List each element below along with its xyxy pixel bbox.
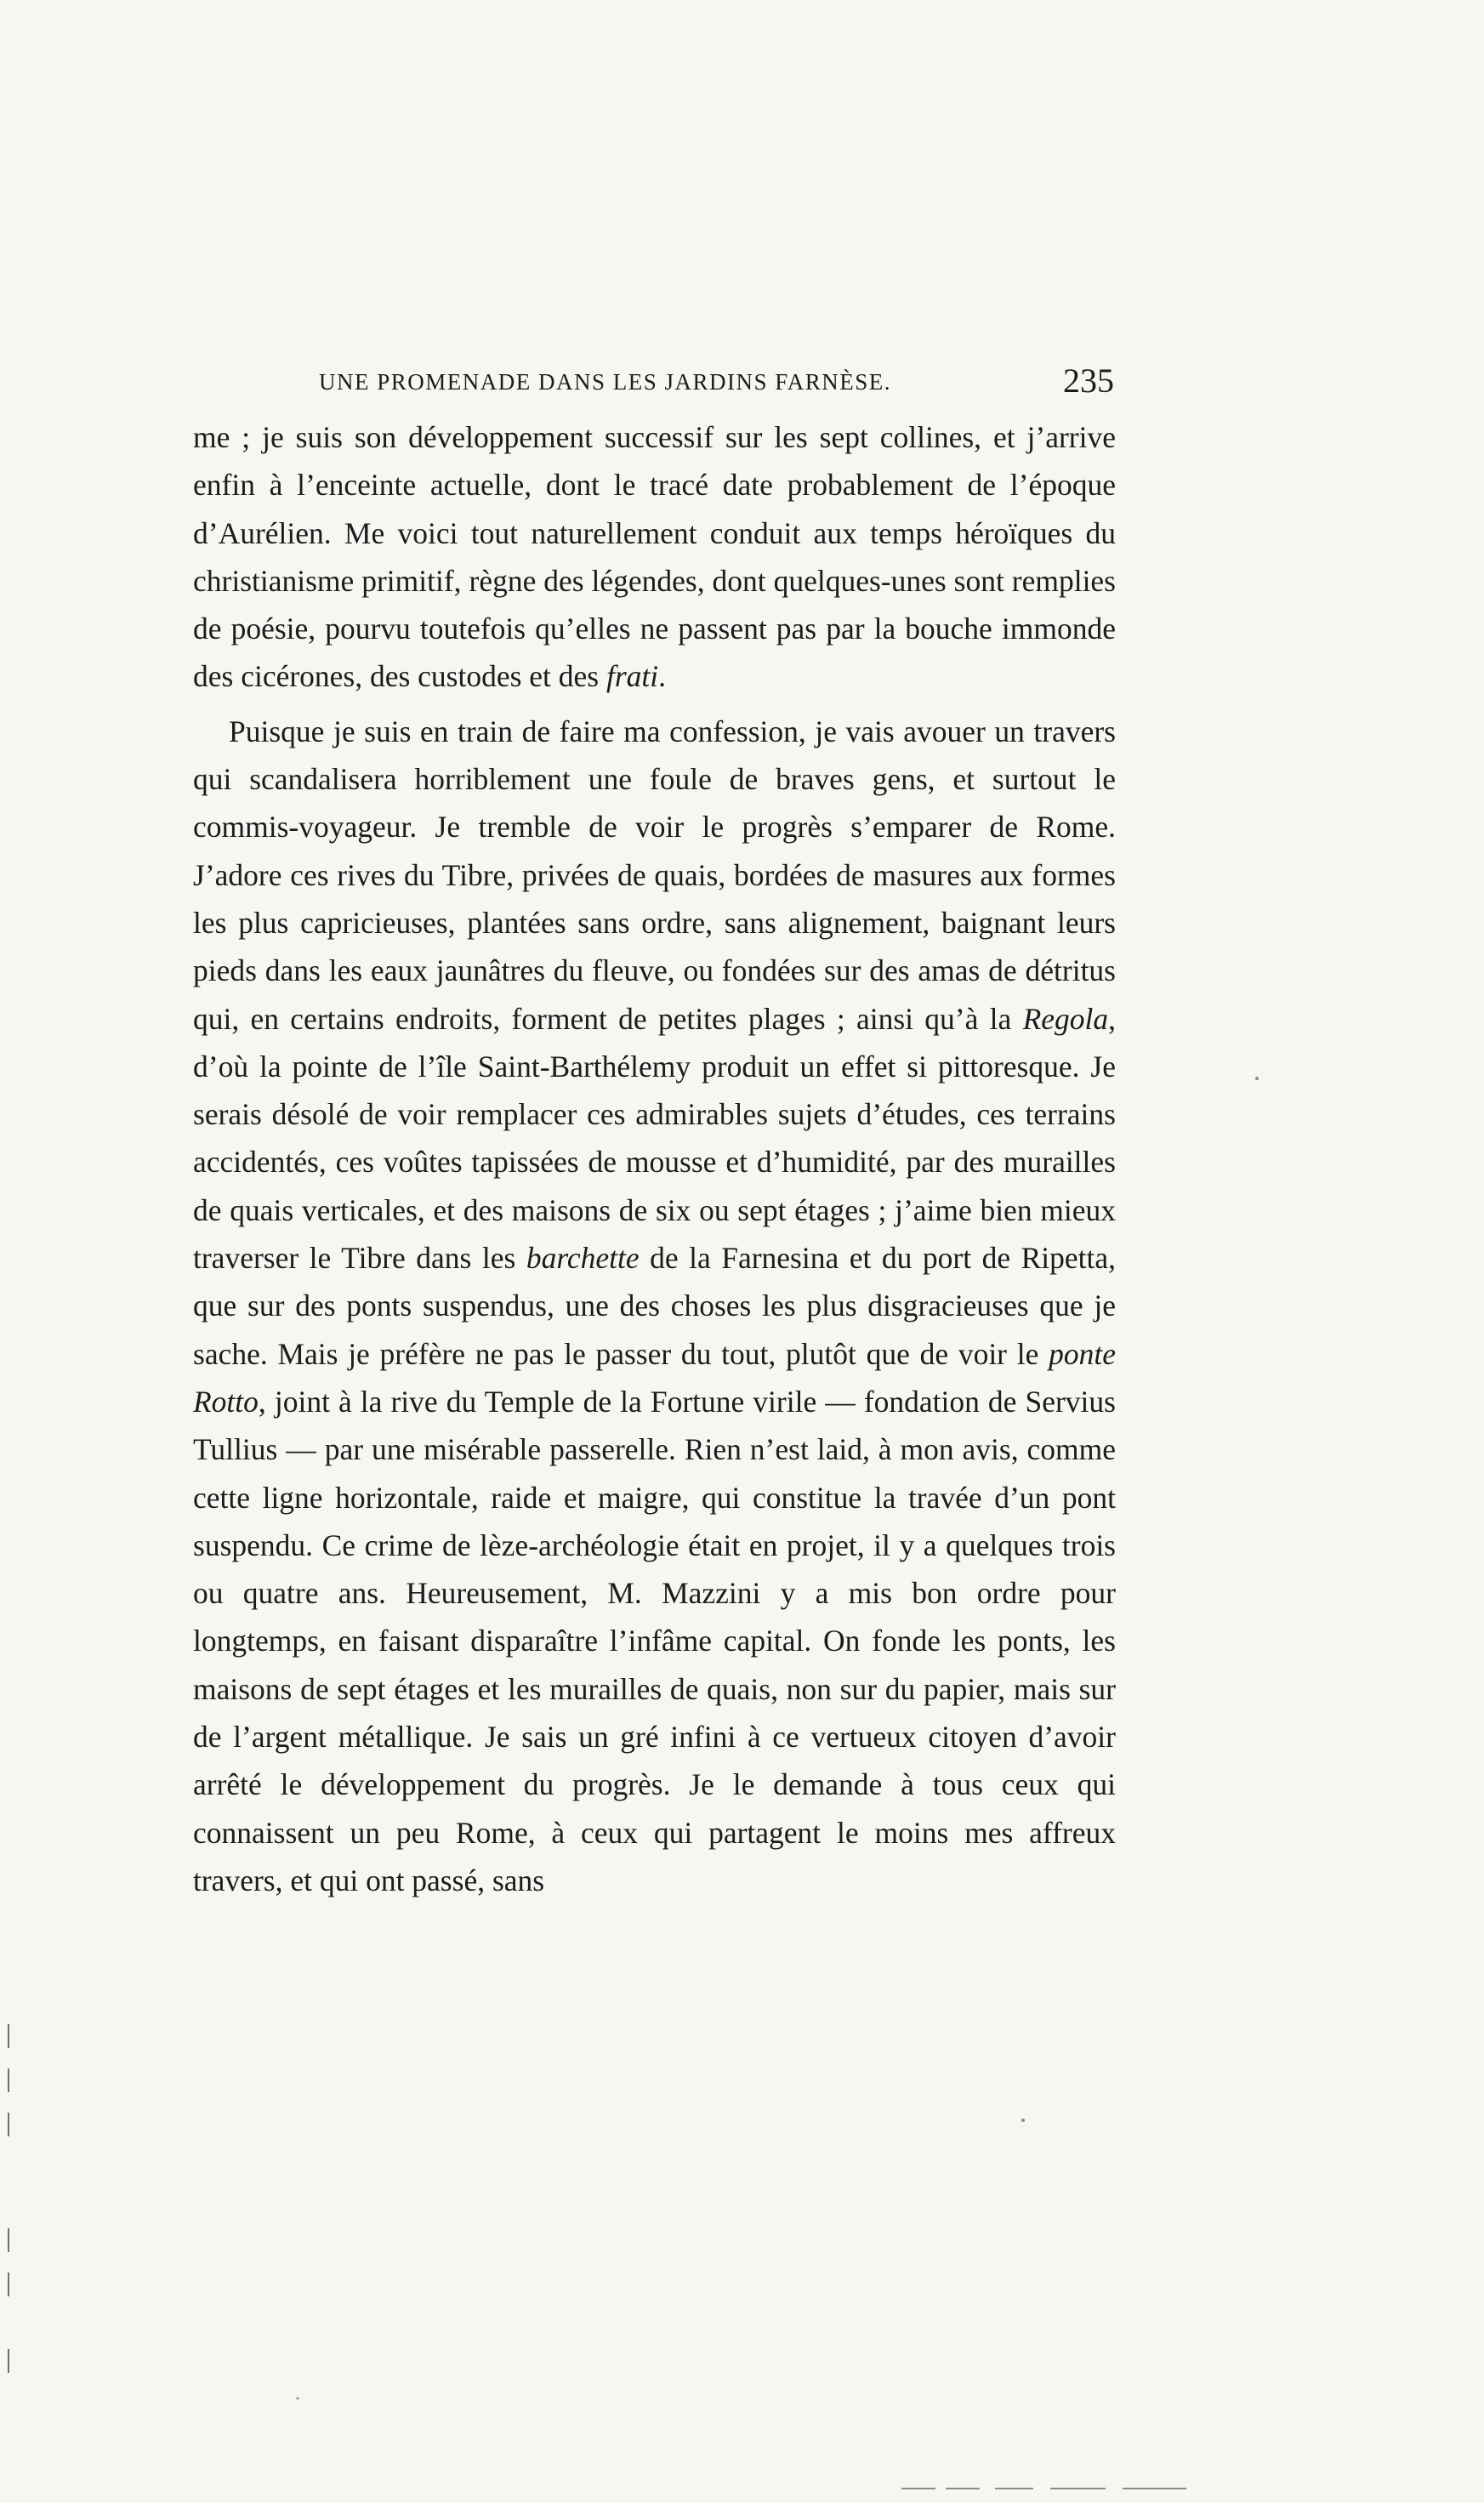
paragraph-2-text-3: de la Farnesina et du port de Ripetta, que sur des ponts suspendus, une des choses les plus disgracieuses que je sache. Mais je préfère ne pas le passer du tout, plutôt que de voir le bbox=[193, 1241, 1117, 1371]
speck bbox=[1021, 2119, 1025, 2122]
speck bbox=[297, 2398, 299, 2400]
speck bbox=[1255, 1077, 1259, 1080]
body-text bbox=[193, 413, 1116, 1904]
paragraph-2-italic-barchette: barchette bbox=[526, 1241, 640, 1276]
paragraph-1-italic-frati: frati bbox=[606, 659, 659, 694]
bottom-rule bbox=[1123, 2488, 1186, 2489]
bottom-rule bbox=[1050, 2488, 1106, 2489]
paragraph-2-text-4: , joint à la rive du Temple de la Fortune virile — fondation de Servius Tullius — par une misérable passerelle. Rien n’est laid, à mon avis, comme cette ligne horizontale, raide et maigre, qui constitue la travée d’un pont suspendu. Ce crime de lèze-archéologie était en projet, il y a quelques trois ou quatre ans. Heureusement, M. Mazzini y a mis bon ordre pour longtemps, en faisant disparaître l’infâme capital. On fonde les ponts, les maisons de sept étages et les murailles de quais, non sur du papier, mais sur de l’argent métallique. Je sais un gré infini à ce vertueux citoyen d’avoir arrêté le développement du progrès. Je le demande à tous ceux qui connaissent un peu Rome, à ceux qui partagent le moins mes affreux travers, et qui ont passé, sans bbox=[193, 1384, 1116, 1897]
bottom-rule bbox=[995, 2488, 1033, 2489]
paragraph-1-text-1: me ; je suis son développement successif sur les sept collines, et j’arrive enfin à l’enceinte actuelle, dont le tracé date probablement de l’époque d’Aurélien. Me voici tout naturellement conduit aux temps héroïques du christianisme primitif, règne des légendes, dont quelques-unes sont remplies de poésie, pourvu toutefois qu’elles ne passent pas par la bouche immonde des cicérones, des custodes et des bbox=[193, 420, 1116, 694]
paragraph-1 bbox=[193, 413, 1116, 701]
paragraph-2-text-2: , d’où la pointe de l’île Saint-Barthélemy produit un effet si pittoresque. Je serais désolé de voir remplacer ces admirables sujets d’études, ces terrains accidentés, ces voûtes tapissées de mousse et d’humidité, par des murailles de quais verticales, et des maisons de six ou sept étages ; j’aime bien mieux traverser le Tibre dans les bbox=[193, 1001, 1116, 1276]
paragraph-2-italic-regola: Regola bbox=[1022, 1001, 1109, 1036]
paragraph-2 bbox=[193, 708, 1116, 1904]
bottom-rule bbox=[901, 2488, 935, 2489]
bottom-rule bbox=[946, 2488, 980, 2489]
page-number: 235 bbox=[1063, 361, 1114, 400]
paragraph-1-text-2: . bbox=[658, 659, 667, 694]
paragraph-2-italic-ponte-rotto: ponte Rotto bbox=[193, 1336, 1116, 1419]
running-head bbox=[191, 356, 1114, 407]
running-title: UNE PROMENADE DANS LES JARDINS FARNÈSE. bbox=[319, 369, 892, 395]
paragraph-2-text-1: Puisque je suis en train de faire ma confession, je vais avouer un travers qui scandalisera horriblement une foule de braves gens, et surtout le commis-voyageur. Je tremble de voir le progrès s’emparer de Rome. J’adore ces rives du Tibre, privées de quais, bordées de masures aux formes les plus capricieuses, plantées sans ordre, sans alignement, baignant leurs pieds dans les eaux jaunâtres du fleuve, ou fondées sur des amas de détritus qui, en certains endroits, forment de petites plages ; ainsi qu’à la bbox=[193, 714, 1116, 1036]
